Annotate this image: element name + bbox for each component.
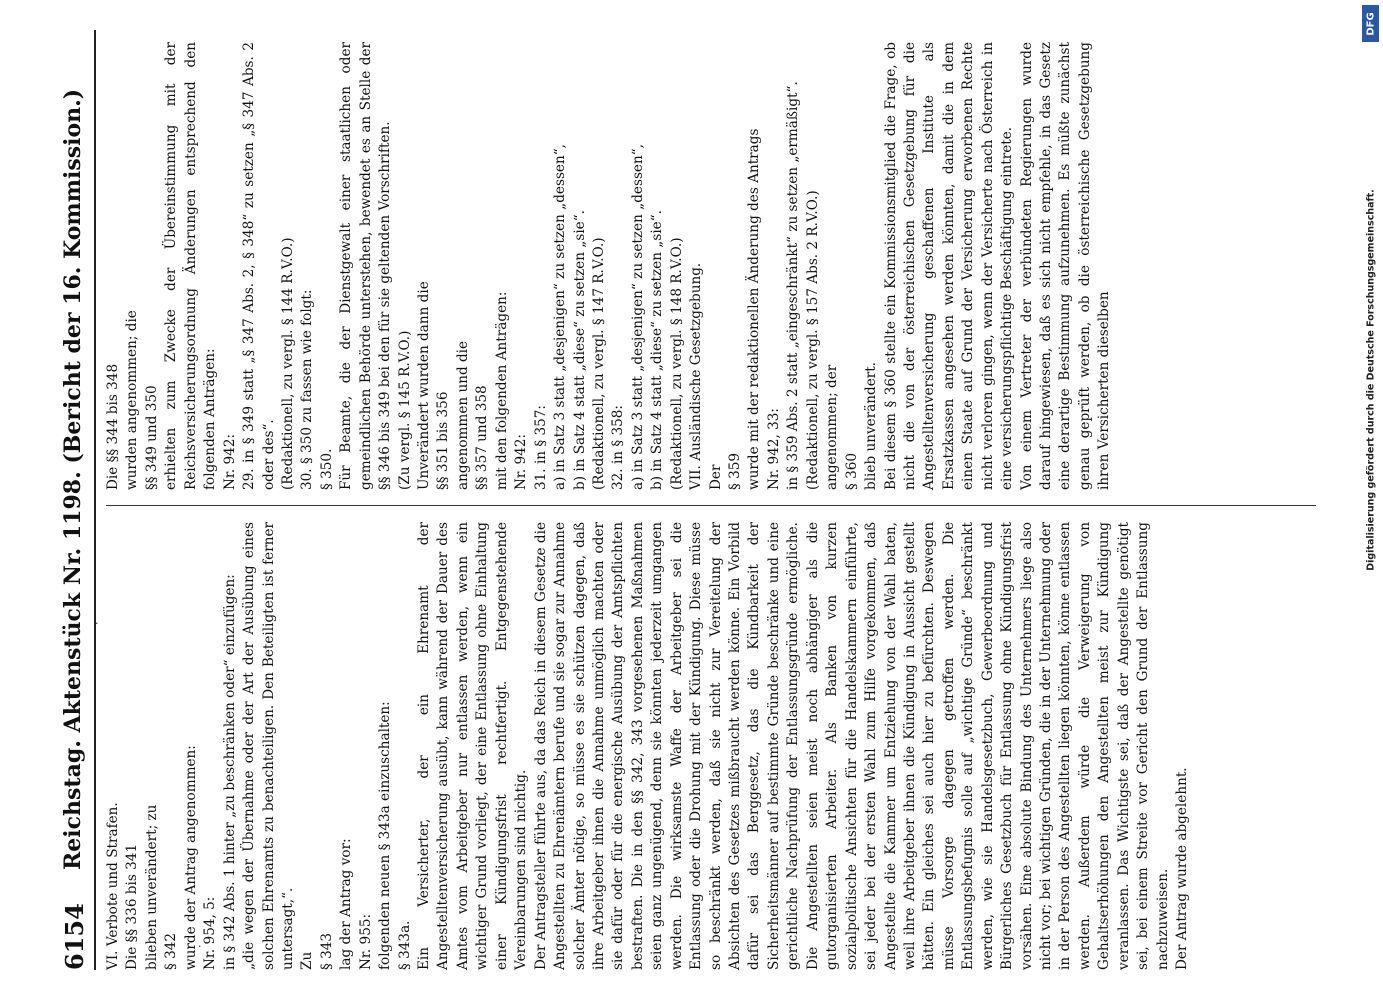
dfg-logo-text: DFG	[1365, 11, 1376, 36]
scan-speck: ·	[95, 617, 99, 630]
scan-speck: ·	[198, 940, 202, 953]
digitization-sidebar	[1359, 0, 1383, 1000]
running-title: Reichstag. Aktenstück Nr. 1198. (Bericht der 16. Kommission.)	[60, 88, 86, 870]
column-divider	[106, 505, 1316, 506]
left-column-text: VI. Verbote und Strafen. Die §§ 336 bis 341 blieben unverändert; zu § 342 wurde der Antrag angenommen: Nr. 954, 5: in § 342 Abs. 1 hinter „zu beschränken oder“ einzufügen: „die wegen der Übernahme oder der Art der Ausübung eines solchen Ehrenamts zu benachteiligen. Den Beteiligten ist ferner untersagt,“. Zu § 343 lag der Antrag vor: Nr. 955: folgenden neuen § 343a einzuschalten: § 343a. Ein Versicherter, der ein Ehrenamt der Angestelltenversicherung ausübt, kann während der Dauer des Amtes vom Arbeitgeber nur entlassen werden, wenn ein wichtiger Grund vorliegt, der eine Entlassung ohne Einhaltung einer Kündigungsfrist rechtfertigt. Entgegenstehende Vereinbarungen sind nichtig. Der Antragsteller führte aus, da das Reich in diesem Gesetze die Angestellten zu Ehrenämtern berufe und sie sogar zur Annahme solcher Ämter nötige, so müsse es sie schützen dagegen, daß ihre Arbeitgeber ihnen die Annahme unmöglich machten oder sie dafür oder für die energische Ausübung der Amtspflichten bestraften. Die in den §§ 342, 343 vorgesehenen Maßnahmen seien ganz ungenügend, denn sie könnten jederzeit umgangen werden. Die wirksamste Waffe der Arbeitgeber sei die Entlassung oder die Drohung mit der Kündigung. Diese müsse so beschränkt werden, daß sie nicht zur Vereitelung der Absichten des Gesetzes mißbraucht werden könne. Ein Vorbild dafür sei das Berggesetz, das die Kündbarkeit der Sicherheitsmänner auf bestimmte Gründe beschränke und eine gerichtliche Nachprüfung der Entlassungsgründe ermögliche. Die Angestellten seien meist noch abhängiger als die gutorganisierten Arbeiter. Als Banken von kurzen sozialpolitische Ansichten für die Handelskammern einführte, sei jeder bei der ersten Wahl zum Hilfe vorgekommen, daß Angestellte die Kammer um Entziehung von der Wahl baten, weil ihre Arbeitgeber ihnen die Kündigung in Aussicht gestellt hätten. Ein gleiches sei auch hier zu befürchten. Deswegen müsse Vorsorge dagegen getroffen werden. Die Entlassungsbefugnis solle auf „wichtige Gründe“ beschränkt werden, wie sie Handelsgesetzbuch, Gewerbeordnung und Bürgerliches Gesetzbuch für Entlassung ohne Kündigungsfrist vorsähen. Eine absolute Bindung des Unternehmers liege also nicht vor; bei wichtigen Gründen, die in der Unternehmung oder in der Person des Angestellten liegen könnten, könne entlassen werden. Außerdem würde die Verweigerung von Gehaltserhöhungen den Angestellten meist zur Kündigung veranlassen. Das Wichtigste sei, daß der Angestellte genötigt sei, bei einem Streite vor Gericht den Grund der Entlassung nachzuweisen. Der Antrag wurde abgelehnt.	[105, 522, 1191, 970]
right-column-text: Die §§ 344 bis 348 wurden angenommen; die §§ 349 und 350 erhielten zum Zwecke der Übereinstimmung mit der Reichsversicherungsordnung Änderungen entsprechend den folgenden Anträgen: Nr. 942: 29. in § 349 statt „§ 347 Abs. 2, § 348“ zu setzen „§ 347 Abs. 2 oder des“. (Redaktionell, zu vergl. § 144 R.V.O.) 30. § 350 zu fassen wie folgt: § 350. Für Beamte, die der Dienstgewalt einer staatlichen oder gemeindlichen Behörde unterstehen, bewendet es an Stelle der §§ 346 bis 349 bei den für sie geltenden Vorschriften. (Zu vergl. § 145 R.V.O.) Unverändert wurden dann die §§ 351 bis 356 angenommen und die §§ 357 und 358 mit den folgenden Anträgen: Nr. 942: 31. in § 357: a) in Satz 3 statt „desjenigen“ zu setzen „dessen“, b) in Satz 4 statt „diese“ zu setzen „sie“. (Redaktionell, zu vergl. § 147 R.V.O.) 32. in § 358: a) in Satz 3 statt „desjenigen“ zu setzen „dessen“, b) in Satz 4 statt „diese“ zu setzen „sie“. (Redaktionell, zu vergl. § 148 R.V.O.) VII. Ausländische Gesetzgebung. Der § 359 wurde mit der redaktionellen Änderung des Antrags Nr. 942, 33: in § 359 Abs. 2 statt „eingeschränkt“ zu setzen „ermäßigt“. (Redaktionell, zu vergl. § 157 Abs. 2 R.V.O.) angenommen; der § 360 blieb unverändert. Bei diesem § 360 stellte ein Kommissionsmitglied die Frage, ob nicht die von der österreichischen Gesetzgebung für die Angestelltenversicherung geschaffenen Institute als Ersatzkassen angesehen werden könnten, damit die in dem einen Staate auf Grund der Versicherung erworbenen Rechte nicht verloren gingen, wenn der Versicherte nach Österreich in eine versicherungspflichtige Beschäftigung eintrete. Von einem Vertreter der verbündeten Regierungen wurde darauf hingewiesen, daß es sich nicht empfehle, in das Gesetz eine derartige Bestimmung aufzunehmen. Es müßte zunächst genau geprüft werden, ob die österreichische Gesetzgebung ihren Versicherten dieselben	[105, 42, 1113, 490]
page-header	[56, 30, 96, 970]
digitization-caption: Digitalisierung gefördert durch die Deutsche Forschungsgemeinschaft.	[1365, 189, 1377, 571]
dfg-logo	[1362, 5, 1379, 42]
document-page	[56, 30, 1326, 970]
page-number: 6154	[60, 903, 89, 970]
